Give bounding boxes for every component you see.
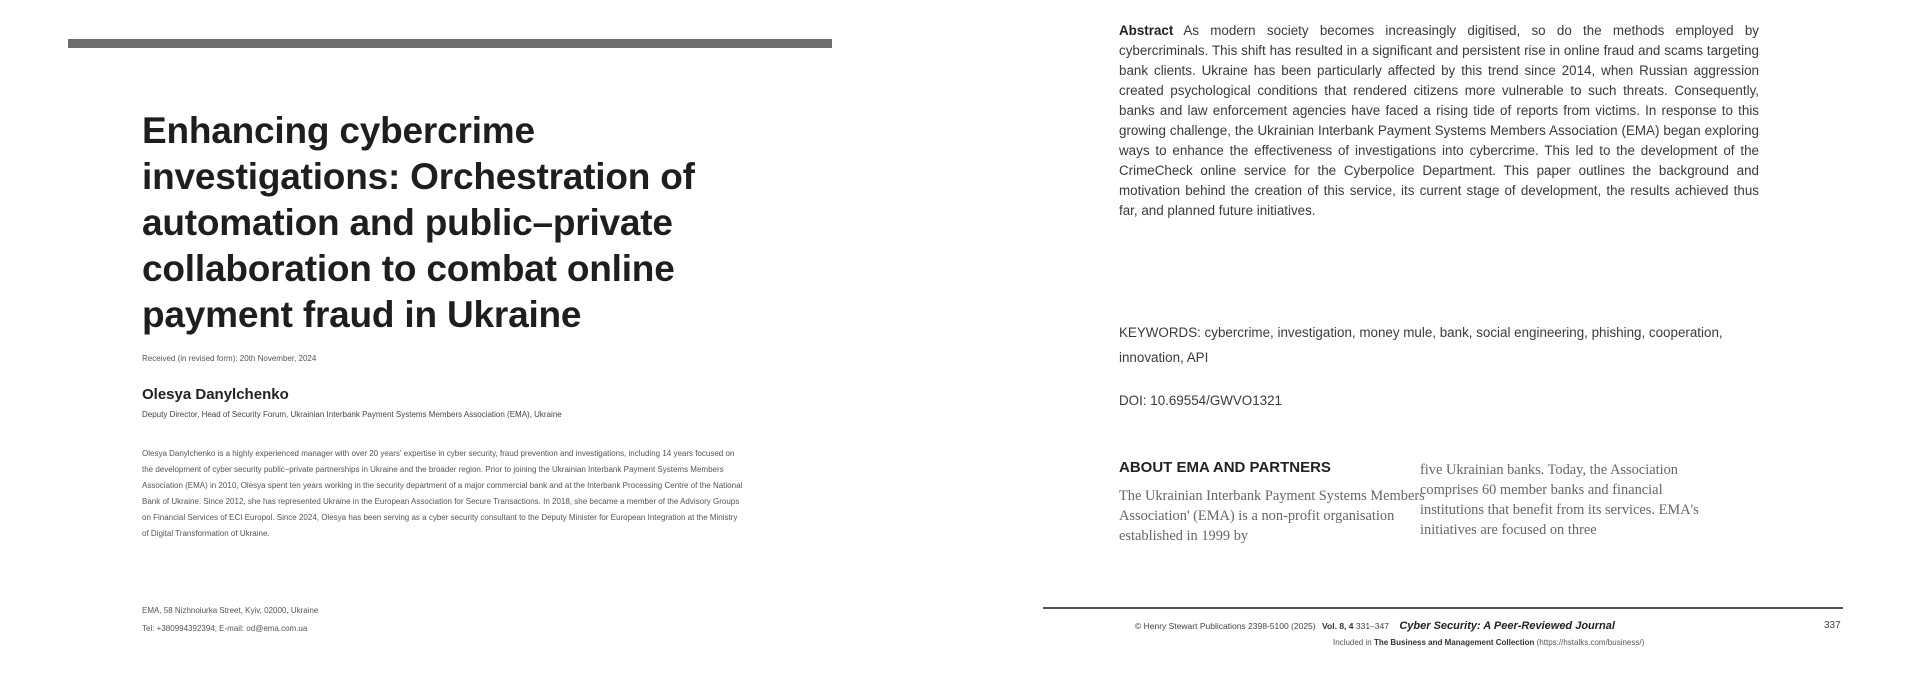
page-number: 337 (1824, 620, 1841, 631)
top-rule (68, 39, 832, 48)
keywords: KEYWORDS: cybercrime, investigation, money mule, bank, social engineering, phishing, cooperation, innovation, API (1119, 325, 1723, 365)
address-line: EMA, 58 Nizhnoiurka Street, Kyiv, 02000, Ukraine (142, 606, 319, 615)
paper-title: Enhancing cybercrime investigations: Orchestration of automation and public–private collaboration to combat online payment fraud in Ukraine (142, 110, 695, 335)
doi: DOI: 10.69554/GWVO1321 (1119, 393, 1283, 408)
author-name: Olesya Danylchenko (142, 386, 289, 403)
footer-included-prefix: Included in (1333, 638, 1372, 647)
about-column-left: The Ukrainian Interbank Payment Systems Members Association' (EMA) is a non-profit organisation established in 1999 by (1119, 488, 1425, 544)
footer-publisher: © Henry Stewart Publications 2398-5100 (2025) (1135, 621, 1316, 631)
author-address (142, 602, 318, 638)
footer-journal: Cyber Security: A Peer-Reviewed Journal (1399, 620, 1615, 632)
footer-pages: 331–347 (1355, 621, 1389, 631)
received-date: Received (in revised form): 20th November, 2024 (142, 354, 317, 363)
abstract-text: As modern society becomes increasingly digitised, so do the methods employed by cybercriminals. This shift has resulted in a significant and persistent rise in online fraud and scams targeting bank clients. Ukraine has been particularly affected by this trend since 2014, when Russian aggression created psychological conditions that rendered citizens more vulnerable to such threats. Consequently, banks and law enforcement agencies have faced a rising tide of reports from victims. In response to this growing challenge, the Ukrainian Interbank Payment Systems Members Association (EMA) began exploring ways to enhance the effectiveness of investigations into cybercrime. This led to the development of the CrimeCheck online service for the Cyberpolice Department. This paper outlines the background and motivation behind the creation of this service, its current stage of development, the results achieved thus far, and planned future initiatives. (1119, 23, 1759, 218)
footer-collection (1333, 638, 1644, 647)
section-heading: ABOUT EMA AND PARTNERS (1119, 459, 1331, 476)
abstract (1119, 21, 1759, 221)
footer-url: (https://hstalks.com/business/) (1536, 638, 1645, 647)
footer-collection-name: The Business and Management Collection (1373, 638, 1535, 647)
footer-rule (1043, 607, 1843, 609)
author-affiliation: Deputy Director, Head of Security Forum, Ukrainian Interbank Payment Systems Members Association (EMA), Ukraine (142, 410, 562, 419)
footer-citation (1135, 620, 1615, 632)
footer-volume: Vol. 8, 4 (1322, 621, 1354, 631)
author-bio: Olesya Danylchenko is a highly experienced manager with over 20 years' expertise in cyber security, fraud prevention and investigations, including 14 years focused on the development of cyber security public–private partnerships in Ukraine and the broader region. Prior to joining the Ukrainian Interbank Payment Systems Members Association (EMA) in 2010, Olesya spent ten years working in the security department of a major commercial bank and at the Interbank Processing Centre of the National Bank of Ukraine. Since 2012, she has represented Ukraine in the European Association for Secure Transactions. In 2018, she became a member of the Advisory Groups on Financial Services of ECI Europol. Since 2024, Olesya has been serving as a cyber security consultant to the Deputy Minister for European Integration at the Ministry of Digital Transformation of Ukraine. (142, 449, 743, 538)
abstract-label: Abstract (1119, 23, 1174, 38)
about-column-right: five Ukrainian banks. Today, the Association comprises 60 member banks and financial institutions that benefit from its services. EMA's initiatives are focused on three (1420, 462, 1699, 538)
contact-line: Tel: +380994392394; E-mail: od@ema.com.ua (142, 624, 308, 633)
